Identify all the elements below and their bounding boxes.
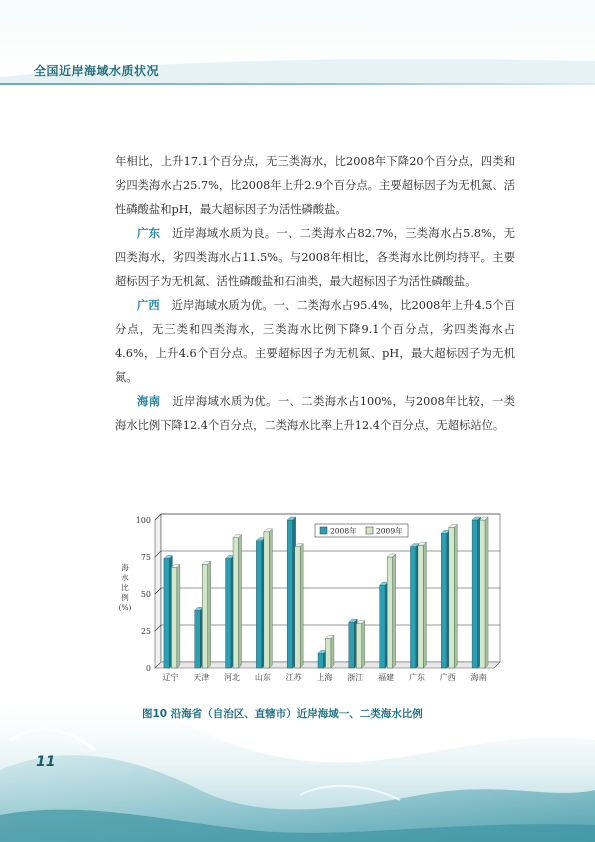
bar-2009 — [418, 545, 424, 668]
body-text — [115, 150, 515, 438]
bar-chart — [115, 508, 515, 693]
legend-label: 2008年 — [330, 526, 357, 536]
bar-side-2009 — [393, 554, 396, 668]
bar-2009 — [233, 538, 239, 668]
paragraph-continued — [115, 150, 515, 222]
legend-swatch — [366, 527, 373, 534]
x-tick-label: 天津 — [193, 673, 210, 682]
bar-2008 — [472, 520, 478, 668]
paragraph-text: 年相比，上升17.1个百分点，无三类海水，比2008年下降20个百分点，四类和劣四类海水占25.7%，比2008年上升2.9个百分点。主要超标因子为无机氮、活性磷酸盐和pH，最大超标因子为活性磷酸盐。 — [115, 155, 515, 216]
bar-2009 — [356, 624, 362, 668]
bar-side-2009 — [485, 517, 488, 668]
bar-2008 — [287, 520, 293, 668]
x-tick-label: 广西 — [439, 673, 456, 682]
y-tick-label: 75 — [140, 553, 151, 562]
y-tick-label: 50 — [140, 590, 151, 599]
bar-2008 — [318, 653, 324, 668]
x-tick-label: 山东 — [254, 673, 271, 682]
x-tick-label: 江苏 — [285, 673, 302, 682]
figure-caption: 图10 沿海省（自治区、直辖市）近岸海域一、二类海水比例 — [142, 708, 423, 720]
bar-2008 — [380, 585, 386, 668]
region-label: 广东 — [137, 227, 161, 240]
bar-2009 — [295, 547, 301, 668]
bar-side-2009 — [208, 561, 211, 668]
bar-side-2009 — [239, 535, 242, 668]
legend-swatch — [320, 527, 327, 534]
bar-2009 — [264, 532, 270, 668]
paragraph-hainan — [115, 390, 515, 438]
paragraph-text: 近岸海域水质为良。一、二类海水占82.7%，三类海水占5.8%，无四类海水，劣四类海水占11.5%。与2008年相比，各类海水比例均持平。主要超标因子为无机氮、活性磷酸盐和石油类，最大超标因子为活性磷酸盐。 — [115, 227, 515, 288]
running-header-title: 全国近岸海域水质状况 — [34, 64, 160, 78]
bar-side-2009 — [454, 524, 457, 668]
bar-2009 — [326, 638, 332, 668]
y-axis-label: (%) — [118, 603, 132, 612]
x-tick-label: 浙江 — [347, 673, 364, 682]
bar-2009 — [449, 527, 455, 668]
paragraph-guangxi — [115, 294, 515, 390]
x-tick-label: 海南 — [470, 673, 487, 682]
paragraph-text: 近岸海域水质为优。一、二类海水占95.4%，比2008年上升4.5个百分点，无三类和四类海水，三类海水比例下降9.1个百分点，劣四类海水占4.6%，上升4.6个百分点。主要超标因子为无机氮、pH，最大超标因子为无机氮。 — [115, 299, 515, 384]
bar-2008 — [226, 558, 232, 668]
x-tick-label: 福建 — [378, 673, 395, 682]
bar-2008 — [195, 610, 201, 668]
x-tick-label: 辽宁 — [162, 673, 179, 682]
region-label: 海南 — [137, 395, 161, 408]
bar-2008 — [164, 558, 170, 668]
bar-side-2009 — [423, 542, 426, 668]
legend-label: 2009年 — [376, 526, 403, 536]
bar-side-2009 — [269, 529, 272, 668]
bar-side-2009 — [177, 564, 180, 668]
bar-2008 — [410, 547, 416, 668]
y-tick-label: 100 — [135, 516, 151, 525]
bar-2008 — [256, 541, 262, 668]
bar-2008 — [349, 622, 355, 668]
bar-2008 — [441, 533, 447, 668]
bar-side-2009 — [300, 544, 303, 668]
page-number: 11 — [36, 754, 56, 770]
x-tick-label: 上海 — [316, 673, 333, 682]
bar-chart-svg — [115, 508, 515, 693]
paragraph-text: 近岸海域水质为优。一、二类海水占100%，与2008年比较，一类海水比例下降12.4个百分点，二类海水比率上升12.4个百分点，无超标站位。 — [115, 395, 515, 432]
bar-2009 — [480, 520, 486, 668]
bar-2009 — [202, 564, 208, 668]
y-axis-label: 水 — [121, 573, 129, 582]
bar-side-2009 — [331, 635, 334, 668]
paragraph-guangdong — [115, 222, 515, 294]
y-tick-label: 25 — [140, 627, 151, 636]
y-axis-label: 比 — [121, 583, 129, 592]
x-tick-label: 河北 — [224, 673, 241, 682]
y-tick-label: 0 — [145, 664, 151, 673]
header-rule — [0, 83, 595, 85]
bar-side-2009 — [362, 621, 365, 668]
y-axis-label: 例 — [121, 593, 129, 602]
y-axis-label: 海 — [121, 563, 129, 572]
bar-2009 — [171, 567, 177, 668]
region-label: 广西 — [137, 299, 160, 312]
bar-2009 — [387, 557, 393, 668]
x-tick-label: 广东 — [408, 673, 425, 682]
